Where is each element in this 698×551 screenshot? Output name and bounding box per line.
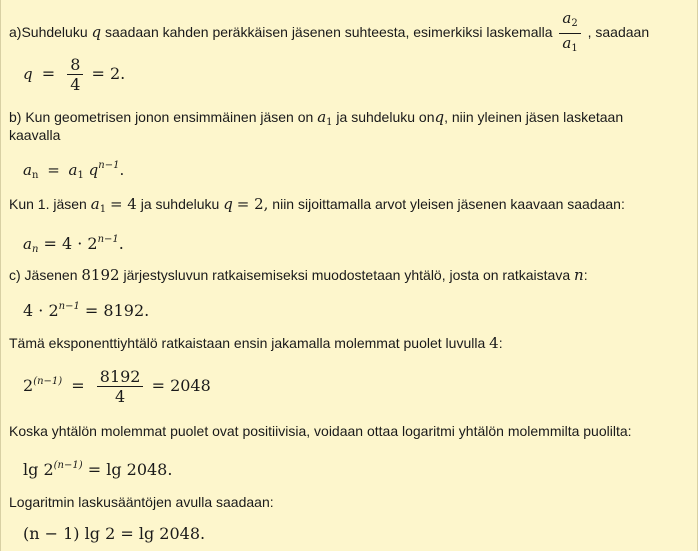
equation-general-term: [23, 156, 124, 186]
fraction-denominator: a: [562, 34, 572, 52]
eq5-rhs: = 2048: [151, 376, 211, 395]
fraction-numerator-sub: 2: [571, 18, 578, 29]
c1-eq1: = 4: [109, 195, 137, 213]
b-q-symbol: q: [434, 108, 445, 126]
eq5-fraction: [97, 368, 144, 405]
equation-substituted: [23, 230, 124, 260]
eq5-equals: =: [71, 376, 85, 395]
eq3-exponent: n−1: [97, 234, 119, 245]
eq6-rhs: = lg 2048.: [87, 460, 173, 479]
c2-end: :: [583, 267, 588, 283]
equation-divided: [23, 368, 211, 405]
eq3-rhs: = 4 · 2: [43, 234, 98, 253]
t1-number: 4: [489, 334, 499, 352]
c1-mid: ja suhdeluku: [140, 196, 220, 212]
t1-end: :: [498, 335, 503, 351]
eq6-exponent: (n−1): [53, 460, 83, 471]
part-b-line2: kaavalla: [9, 127, 61, 143]
eq2-a1: a: [68, 161, 78, 179]
eq2-exponent: n−1: [98, 160, 120, 171]
part-b-end: , niin yleinen jäsen lasketaan: [444, 109, 624, 125]
part-b-line1: [9, 108, 623, 132]
eq3-end: .: [118, 234, 124, 253]
eq2-q: q: [88, 161, 99, 179]
fraction-denominator-sub: 1: [571, 43, 578, 54]
c2-pre: c) Jäsenen: [9, 267, 78, 283]
eq1-numerator: 8: [67, 56, 83, 75]
eq4-exponent: n−1: [58, 301, 80, 312]
c1-end: niin sijoittamalla arvot yleisen jäsenen kaavaan saadaan:: [272, 196, 625, 212]
c2-number: 8192: [81, 266, 120, 284]
part-a-intro: a)Suhdeluku: [9, 24, 88, 41]
part-a-text: [9, 10, 649, 57]
eq5-base: 2: [23, 376, 34, 395]
substitution-text: [9, 195, 625, 219]
equation-log-rules: (n − 1) lg 2 = lg 2048.: [23, 524, 206, 543]
log-rules-text: Logaritmin laskusääntöjen avulla saadaan:: [9, 494, 274, 510]
logarithm-text: Koska yhtälön molemmat puolet ovat positiivisia, voidaan ottaa logaritmi yhtälön molemmilta puolilta:: [9, 423, 632, 439]
eq2-end: .: [119, 161, 125, 179]
c1-q: q: [223, 195, 233, 213]
eq6-lhs: lg 2: [23, 460, 54, 479]
eq3-a-sub: n: [31, 244, 39, 255]
c2-n: n: [574, 266, 584, 284]
equation-logarithm: [23, 456, 172, 480]
part-b-mid: ja suhdeluku on: [336, 109, 435, 125]
eq1-rhs: = 2.: [91, 64, 126, 83]
part-c-text: [9, 266, 588, 284]
c1-pre: Kun 1. jäsen: [9, 196, 87, 212]
ratio-fraction: [559, 10, 580, 57]
eq1-fraction: [67, 56, 83, 93]
eq5-denominator: 4: [115, 387, 126, 406]
t1-pre: Tämä eksponenttiyhtälö ratkaistaan ensin jakamalla molemmat puolet luvulla: [9, 335, 486, 351]
c2-mid: järjestysluvun ratkaisemiseksi muodostetaan yhtälö, josta on ratkaistava: [123, 267, 571, 283]
c1-a: a: [90, 195, 100, 213]
equation-exponential: [23, 297, 149, 321]
part-b-pre: b) Kun geometrisen jonon ensimmäinen jäsen on: [9, 109, 314, 125]
eq3-a: a: [23, 235, 32, 253]
eq1-lhs: q: [23, 65, 33, 83]
fraction-numerator: a: [562, 9, 572, 27]
c1-a-sub: 1: [99, 204, 107, 215]
eq2-a: a: [23, 161, 32, 179]
q-symbol: q: [91, 23, 102, 42]
eq1-equals: =: [41, 64, 56, 83]
eq1-denominator: 4: [70, 75, 81, 94]
b-a-symbol: a: [317, 108, 327, 126]
part-a-end: , saadaan: [587, 24, 650, 41]
division-text: [9, 334, 503, 352]
eq2-a1-sub: 1: [77, 170, 84, 181]
equation-ratio: [23, 56, 125, 93]
c1-eq2: = 2,: [236, 195, 269, 213]
eq5-numerator: 8192: [97, 368, 144, 387]
b-a-sub: 1: [326, 117, 333, 128]
eq2-equals: =: [47, 161, 60, 179]
eq4-rhs: = 8192.: [84, 301, 150, 320]
part-a-middle: saadaan kahden peräkkäisen jäsenen suhteesta, esimerkiksi laskemalla: [105, 24, 553, 41]
eq4-lhs: 4 · 2: [23, 301, 59, 320]
eq5-exponent: (n−1): [33, 376, 63, 387]
eq2-a-sub: n: [31, 170, 39, 181]
